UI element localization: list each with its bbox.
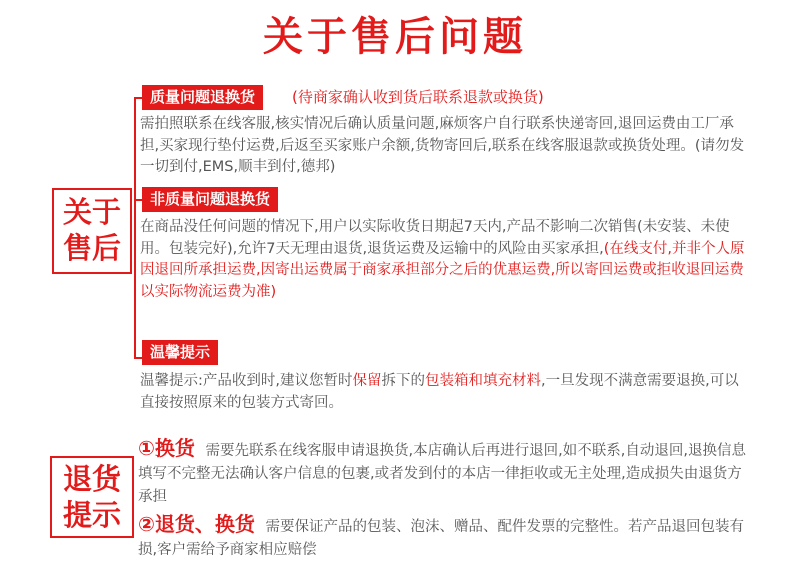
page-title: 关于售后问题 bbox=[263, 14, 527, 60]
about-box-line1: 关于 bbox=[62, 195, 121, 229]
tips-text-e: ,一旦发现不满意需要退换,可以直接按照原来的包装方式寄回。 bbox=[140, 373, 739, 411]
warm-tips-text bbox=[140, 371, 746, 414]
exchange-heading: ①换货 bbox=[138, 436, 195, 460]
tips-text-packaging: 包装箱和填充材料 bbox=[425, 373, 541, 389]
quality-return-text: 需拍照联系在线客服,核实情况后确认质量问题,麻烦客户自行联系快递寄回,退回运费由工厂承担,买家现行垫付运费,后返至买家账户余额,货物寄回后,联系在线客服退款或换货处理。(请勿发一切到付,EMS,顺丰到付,德邦) bbox=[140, 116, 745, 175]
return-tips-box bbox=[50, 456, 134, 538]
quality-return-tag: 质量问题退换货 bbox=[142, 85, 263, 110]
return-box-line1: 退货 bbox=[62, 462, 121, 496]
tips-text-a: 温馨提示:产品收到时,建议您暂时 bbox=[140, 373, 353, 389]
exchange-text: 需要先联系在线客服申请退换货,本店确认后再进行退回,如不联系,自动退回,退换信息填写不完整无法确认客户信息的包裹,或者发到付的本店一律拒收或无主处理,造成损失由退货方承担 bbox=[138, 443, 746, 505]
about-aftersales-box bbox=[52, 188, 132, 274]
non-quality-return-tag: 非质量问题退换货 bbox=[142, 187, 278, 212]
about-box-line2: 售后 bbox=[62, 231, 121, 265]
non-quality-text-normal: 在商品没任何问题的情况下,用户以实际收货日期起7天内,产品不影响二次销售(未安装、未使用。包装完好),允许7天无理由退货,退货运费及运输中的风险由买家承担, bbox=[140, 219, 730, 257]
non-quality-text-red: (在线支付,并非个人原因退回所承担运费,因寄出运费属于商家承担部分之后的优惠运费,所以寄回运费或拒收退回运费以实际物流运费为准) bbox=[140, 240, 745, 300]
warm-tips-tag: 温馨提示 bbox=[142, 340, 218, 365]
return-exchange-heading: ②退货、换货 bbox=[138, 512, 255, 536]
tips-text-keep: 保留 bbox=[352, 373, 382, 389]
tips-text-c: 拆下的 bbox=[381, 373, 425, 389]
return-box-line2: 提示 bbox=[62, 498, 121, 532]
bracket-vertical bbox=[134, 97, 136, 359]
non-quality-return-text bbox=[140, 217, 746, 303]
return-tip-return-exchange bbox=[138, 513, 750, 562]
return-tip-exchange bbox=[138, 437, 750, 509]
return-exchange-text: 需要保证产品的包装、泡沫、赠品、配件发票的完整性。若产品退回包装有损,客户需给予商家相应赔偿 bbox=[138, 519, 745, 558]
quality-return-note: (待商家确认收到货后联系退款或换货) bbox=[292, 88, 544, 106]
